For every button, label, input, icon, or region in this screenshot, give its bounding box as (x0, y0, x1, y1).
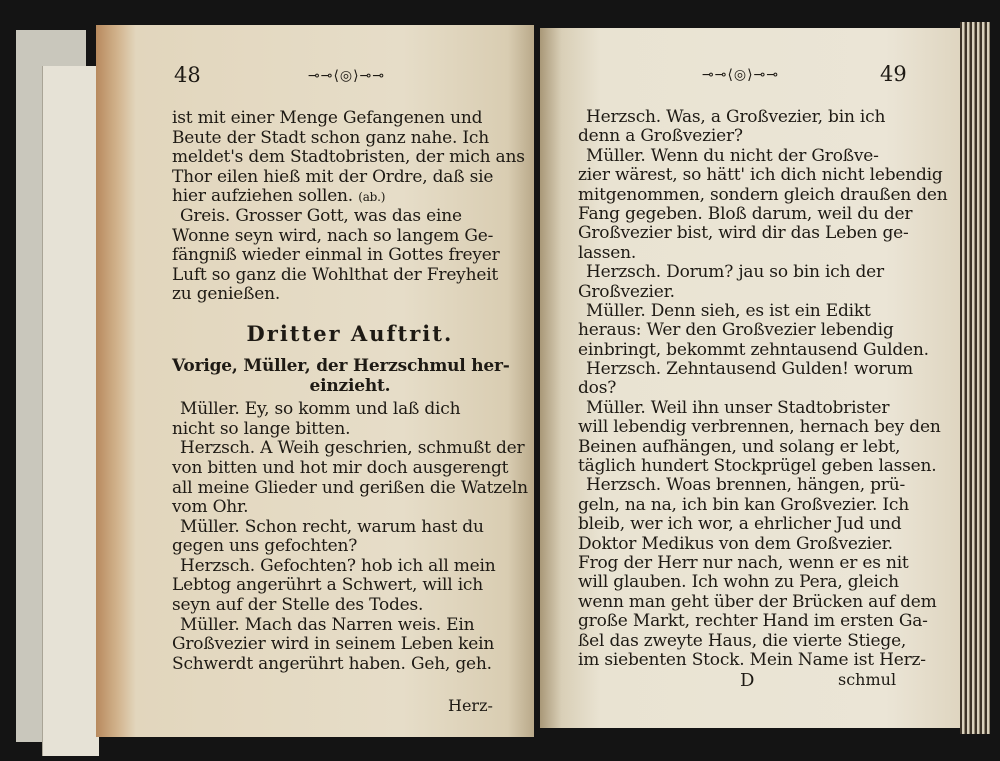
cast-line: Vorige, Müller, der Herzschmul her- (172, 355, 510, 376)
text-line: große Markt, rechter Hand im ersten Ga- (578, 611, 928, 632)
text-line: Müller. Schon recht, warum hast du (180, 516, 484, 537)
page-number-left: 48 (174, 63, 201, 87)
text-line: fängniß wieder einmal in Gottes freyer (172, 245, 500, 266)
catchword-left: Herz- (448, 696, 493, 715)
text-line: Müller. Wenn du nicht der Großve- (586, 145, 879, 166)
text-line: dos? (578, 378, 617, 399)
scene-heading: Dritter Auftrit. (246, 320, 454, 346)
text-line: Beinen aufhängen, und solang er lebt, (578, 436, 901, 457)
ornament-left-icon: ⊸⊸⟨◎⟩⊸⊸ (308, 68, 386, 84)
text-line: von bitten und hot mir doch ausgerengt (172, 457, 509, 478)
text-line (172, 187, 528, 207)
text-line: will lebendig verbrennen, hernach bey den (578, 417, 941, 438)
text-line: einbringt, bekommt zehntausend Gulden. (578, 339, 929, 360)
cast-line: einzieht. (309, 375, 391, 396)
text-line: Herzsch. Zehntausend Gulden! worum (586, 359, 913, 380)
text-line: Thor eilen hieß mit der Ordre, daß sie (172, 166, 494, 187)
text-line: bleib, wer ich wor, a ehrlicher Jud und (578, 514, 902, 535)
text-line: Lebtog angerührt a Schwert, will ich (172, 575, 484, 596)
text-line: zier wärest, so hätt' ich dich nicht lebendig (578, 165, 943, 186)
ornament-right-icon: ⊸⊸⟨◎⟩⊸⊸ (702, 67, 780, 83)
text-line: täglich hundert Stockprügel geben lassen. (578, 456, 937, 477)
signature-mark: D (740, 670, 755, 691)
text-line: geln, na na, ich bin kan Großvezier. Ich (578, 494, 909, 515)
text-line: wenn man geht über der Brücken auf dem (578, 591, 937, 612)
text-line: will glauben. Ich wohn zu Pera, gleich (578, 572, 899, 593)
flyleaf (42, 66, 99, 756)
text-line: Großvezier bist, wird dir das Leben ge- (578, 223, 909, 244)
text-line: Großvezier. (578, 281, 675, 302)
text-line: Müller. Ey, so komm und laß dich (180, 399, 461, 420)
text-line: Großvezier wird in seinem Leben kein (172, 634, 495, 655)
text-line: Müller. Weil ihn unser Stadtobrister (586, 397, 890, 418)
text-line: denn a Großvezier? (578, 126, 743, 147)
text-line: Luft so ganz die Wohlthat der Freyheit (172, 264, 499, 285)
page-block-edge (960, 22, 990, 734)
text-line: ist mit einer Menge Gefangenen und (172, 108, 483, 128)
text-line: Beute der Stadt schon ganz nahe. Ich (172, 127, 489, 148)
page-number-right: 49 (880, 62, 907, 86)
text-line: lassen. (578, 242, 637, 263)
text-line: Herzsch. Dorum? jau so bin ich der (586, 262, 884, 283)
text-line: Müller. Mach das Narren weis. Ein (180, 614, 475, 635)
text-line: ßel das zweyte Haus, die vierte Stiege, (578, 630, 907, 651)
left-text-block (172, 109, 528, 674)
text-line: Doktor Medikus von dem Großvezier. (578, 533, 893, 554)
text-line: zu genießen. (172, 284, 281, 305)
text-line: Herzsch. Was, a Großvezier, bin ich (586, 107, 886, 127)
right-text-block (578, 108, 948, 670)
left-page (96, 25, 534, 737)
text-line: Herzsch. Gefochten? hob ich all mein (180, 555, 496, 576)
catchword-right: schmul (838, 670, 897, 689)
text-line: nicht so lange bitten. (172, 418, 351, 439)
back-cover-board (16, 30, 86, 742)
text-line: Müller. Denn sieh, es ist ein Edikt (586, 300, 871, 321)
text-line: mitgenommen, sondern gleich draußen den (578, 184, 948, 205)
text-line: heraus: Wer den Großvezier lebendig (578, 320, 894, 341)
text-line: Frog der Herr nur nach, wenn er es nit (578, 552, 909, 573)
text-line: Herzsch. A Weih geschrien, schmußt der (180, 438, 525, 459)
text-line: all meine Glieder und gerißen die Watzeln (172, 477, 528, 498)
text-line: gegen uns gefochten? (172, 536, 358, 557)
text-line: vom Ohr. (172, 497, 249, 518)
right-page (540, 28, 972, 728)
text-line: Greis. Grosser Gott, was das eine (180, 205, 462, 226)
text-line: seyn auf der Stelle des Todes. (172, 595, 424, 616)
text-line: Wonne seyn wird, nach so langem Ge- (172, 225, 494, 246)
text-line: meldet's dem Stadtobristen, der mich ans (172, 147, 525, 168)
text-line-part: hier aufziehen sollen. (172, 186, 354, 207)
text-line: Fang gegeben. Bloß darum, weil du der (578, 203, 913, 224)
stage-direction: (ab.) (358, 190, 386, 205)
text-line: im siebenten Stock. Mein Name ist Herz- (578, 649, 926, 670)
text-line: Herzsch. Woas brennen, hängen, prü- (586, 475, 906, 496)
text-line: Schwerdt angerührt haben. Geh, geh. (172, 653, 492, 674)
